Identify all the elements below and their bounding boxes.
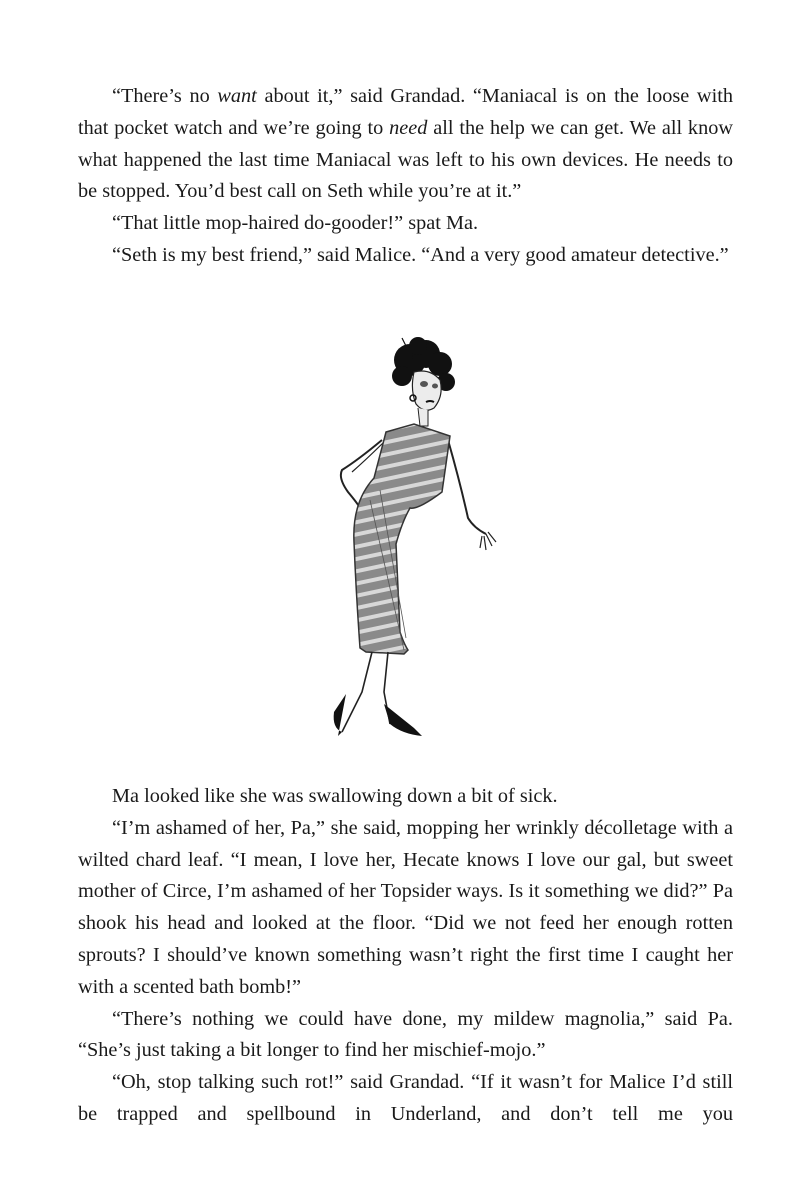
paragraph: “That little mop-haired do-gooder!” spat Ma. xyxy=(112,212,479,235)
paragraph: “There’s nothing we could have done, my mildew magnolia,” said Pa. “She’s just taking a bit longer to find her mischief-mojo.” xyxy=(78,1007,733,1062)
shoe-left xyxy=(334,694,346,736)
text-block-bottom xyxy=(78,781,733,1131)
paragraph: “Seth is my best friend,” said Malice. “And a very good amateur detective.” xyxy=(112,243,729,266)
shoe-right xyxy=(384,704,422,736)
paragraph: “I’m ashamed of her, Pa,” she said, mopping her wrinkly décolletage with a wilted chard leaf. “I mean, I love her, Hecate knows I love our gal, but sweet mother of Circe, I’m ashamed of her Topsider ways. Is it something we did?” Pa shook his head and looked at the floor. “Did we not feed her enough rotten sprouts? I should’ve known something wasn’t right the first time I caught her with a scented bath bomb!” xyxy=(78,816,733,998)
emphasis: want xyxy=(217,85,257,107)
paragraph: Ma looked like she was swallowing down a bit of sick. xyxy=(112,785,558,807)
woman-illustration xyxy=(318,332,508,744)
paragraph: “Oh, stop talking such rot!” said Grandad. “If it wasn’t for Malice I’d still be trapped and spellbound in Underland, and don’t tell me you xyxy=(78,1071,733,1125)
striped-dress xyxy=(354,424,450,654)
emphasis: need xyxy=(389,116,428,139)
text-block-top xyxy=(78,81,733,272)
paragraph: “There’s no want about it,” said Grandad. “Maniacal is on the loose with that pocket watch and we’re going to need all the help we can get. We all know what happened the last time Maniacal was left to his own devices. He needs to be stopped. You’d best call on Seth while you’re at it.” xyxy=(78,85,733,203)
face xyxy=(412,371,441,410)
